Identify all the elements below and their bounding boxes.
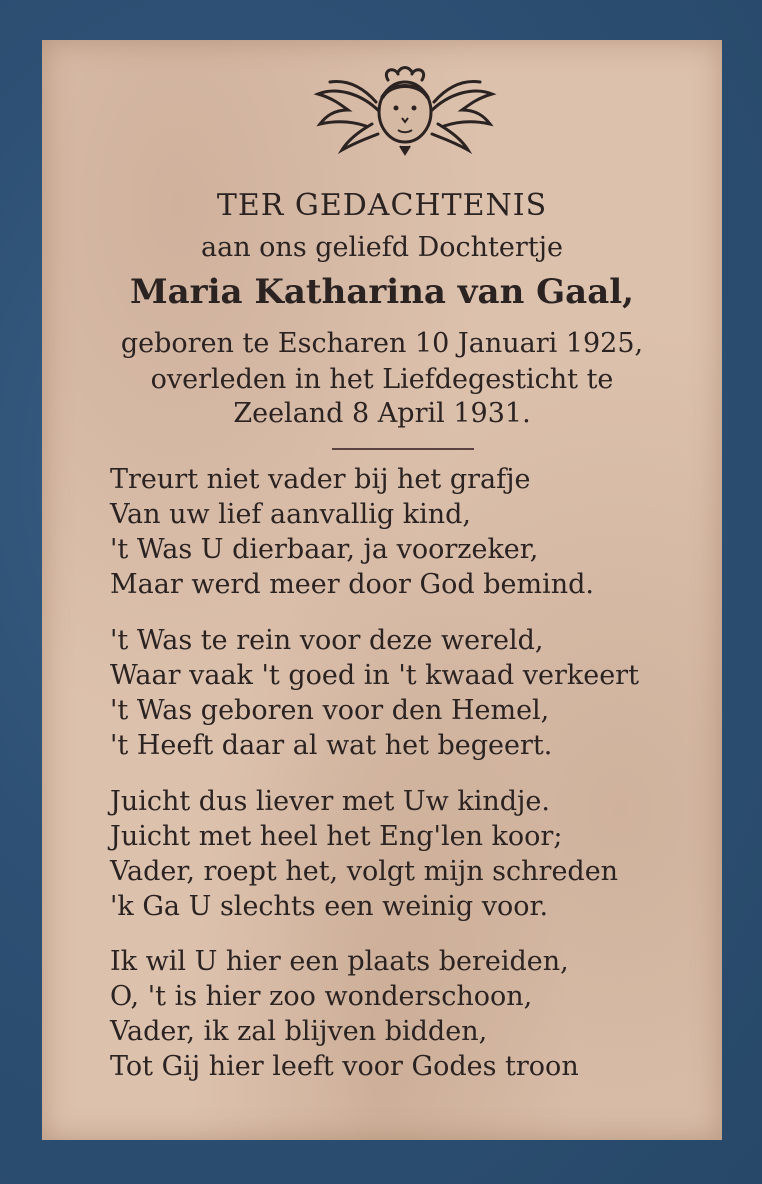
winged-cherub-icon bbox=[310, 62, 500, 164]
poem-stanza-4 bbox=[110, 944, 710, 1084]
poem-line: Tot Gij hier leeft voor Godes troon bbox=[110, 1051, 579, 1082]
poem-stanza-3 bbox=[110, 784, 710, 924]
poem-line: 't Was te rein voor deze wereld, bbox=[110, 625, 544, 656]
poem-line: Van uw lief aanvallig kind, bbox=[110, 499, 471, 530]
poem-line: Juicht met heel het Eng'len koor; bbox=[110, 821, 563, 852]
deceased-name: Maria Katharina van Gaal, bbox=[129, 272, 634, 312]
dedication-line: aan ons geliefd Dochtertje bbox=[201, 232, 563, 263]
poem-line: 't Was U dierbaar, ja voorzeker, bbox=[110, 534, 539, 565]
poem-line: 't Heeft daar al wat het begeert. bbox=[110, 730, 553, 761]
poem-line: Waar vaak 't goed in 't kwaad verkeert bbox=[110, 660, 639, 691]
poem-line: 't Was geboren voor den Hemel, bbox=[110, 695, 550, 726]
poem-line: 'k Ga U slechts een weinig voor. bbox=[110, 891, 549, 922]
paper-panel bbox=[42, 40, 722, 1140]
death-line-2: Zeeland 8 April 1931. bbox=[233, 398, 531, 429]
divider-rule bbox=[332, 448, 474, 450]
memorial-heading: TER GEDACHTENIS bbox=[216, 188, 548, 223]
poem-line: Vader, roept het, volgt mijn schreden bbox=[110, 856, 619, 887]
poem-line: Treurt niet vader bij het grafje bbox=[110, 464, 531, 495]
birth-line: geboren te Escharen 10 Januari 1925, bbox=[120, 328, 644, 359]
poem-stanza-1 bbox=[110, 462, 710, 602]
poem-stanza-2 bbox=[110, 623, 710, 763]
death-line-1: overleden in het Liefdegesticht te bbox=[150, 364, 614, 395]
poem-line: Maar werd meer door God bemind. bbox=[110, 569, 594, 600]
poem-line: Juicht dus liever met Uw kindje. bbox=[110, 786, 550, 817]
poem-line: O, 't is hier zoo wonderschoon, bbox=[110, 981, 533, 1012]
poem-line: Ik wil U hier een plaats bereiden, bbox=[110, 946, 569, 977]
poem-line: Vader, ik zal blijven bidden, bbox=[110, 1016, 488, 1047]
